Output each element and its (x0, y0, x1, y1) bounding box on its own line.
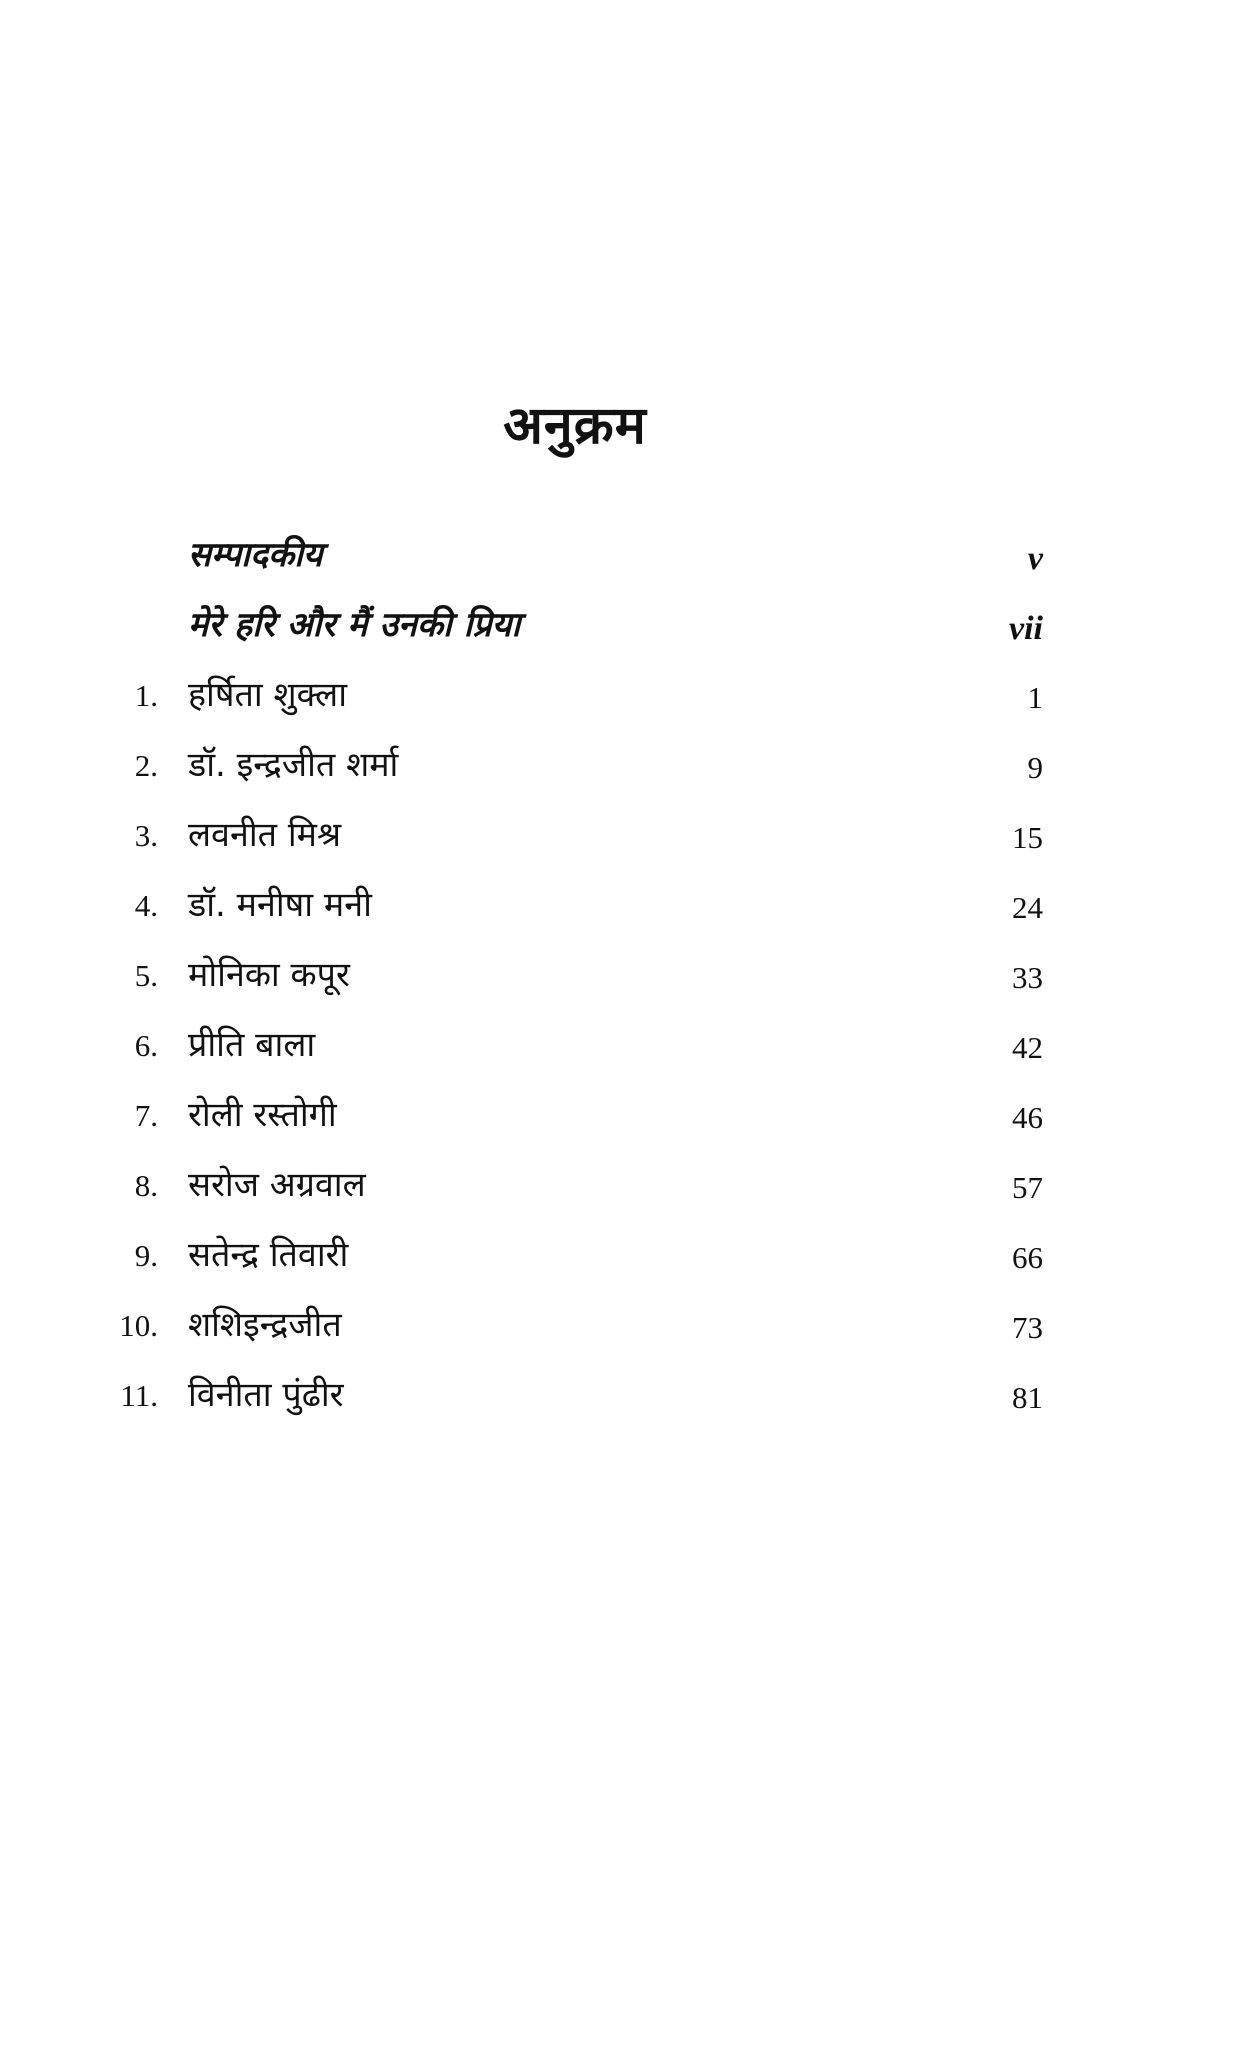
toc-page-number: 15 (1012, 820, 1043, 855)
toc-label: डॉ. मनीषा मनी (188, 885, 372, 925)
toc-row[interactable] (0, 950, 1238, 1010)
toc-page-number: vii (1009, 610, 1043, 647)
toc-label: विनीता पुंढीर (188, 1375, 344, 1415)
toc-page-number: 57 (1012, 1170, 1043, 1205)
toc-row[interactable] (0, 810, 1238, 870)
toc-label: शशिइन्द्रजीत (188, 1305, 342, 1345)
toc-row[interactable] (0, 1300, 1238, 1360)
toc-row-preface[interactable] (0, 600, 1238, 660)
toc-row[interactable] (0, 740, 1238, 800)
toc-entry-number: 6. (134, 1028, 158, 1063)
toc-page-number: 24 (1012, 890, 1043, 925)
toc-row[interactable] (0, 1230, 1238, 1290)
toc-label: सम्पादकीय (188, 535, 323, 575)
toc-entry-number: 11. (120, 1378, 158, 1413)
toc-page-number: 1 (1027, 680, 1043, 715)
toc-row[interactable] (0, 1370, 1238, 1430)
toc-page-number: 81 (1012, 1380, 1043, 1415)
toc-label: लवनीत मिश्र (188, 815, 342, 855)
toc-entry-number: 8. (134, 1168, 158, 1203)
toc-label: रोली रस्तोगी (188, 1095, 337, 1135)
toc-row-editorial[interactable] (0, 530, 1238, 590)
toc-page-number: 9 (1027, 750, 1043, 785)
toc-label: हर्षिता शुक्ला (188, 675, 348, 715)
toc-page-number: 42 (1012, 1030, 1043, 1065)
toc-label: प्रीति बाला (188, 1025, 316, 1065)
toc-entry-number: 9. (134, 1238, 158, 1273)
toc-row[interactable] (0, 1160, 1238, 1220)
toc-page-number: 73 (1012, 1310, 1043, 1345)
toc-page-number: v (1027, 540, 1043, 577)
toc-label: सतेन्द्र तिवारी (188, 1235, 349, 1275)
toc-row[interactable] (0, 670, 1238, 730)
toc-label: सरोज अग्रवाल (188, 1165, 366, 1205)
toc-page-number: 46 (1012, 1100, 1043, 1135)
toc-page-number: 66 (1012, 1240, 1043, 1275)
toc-row[interactable] (0, 1090, 1238, 1150)
page-title: अनुक्रम (503, 396, 647, 456)
toc-entry-number: 10. (119, 1308, 158, 1343)
toc-page-number: 33 (1012, 960, 1043, 995)
toc-label: मेरे हरि और मैं उनकी प्रिया (188, 605, 521, 645)
toc-entry-number: 2. (134, 748, 158, 783)
toc-label: डॉ. इन्द्रजीत शर्मा (188, 745, 399, 785)
toc-row[interactable] (0, 1020, 1238, 1080)
toc-entry-number: 7. (134, 1098, 158, 1133)
toc-entry-number: 5. (134, 958, 158, 993)
toc-entry-number: 4. (134, 888, 158, 923)
toc-label: मोनिका कपूर (188, 955, 350, 995)
toc-row[interactable] (0, 880, 1238, 940)
toc-entry-number: 1. (134, 678, 158, 713)
toc-entry-number: 3. (134, 818, 158, 853)
